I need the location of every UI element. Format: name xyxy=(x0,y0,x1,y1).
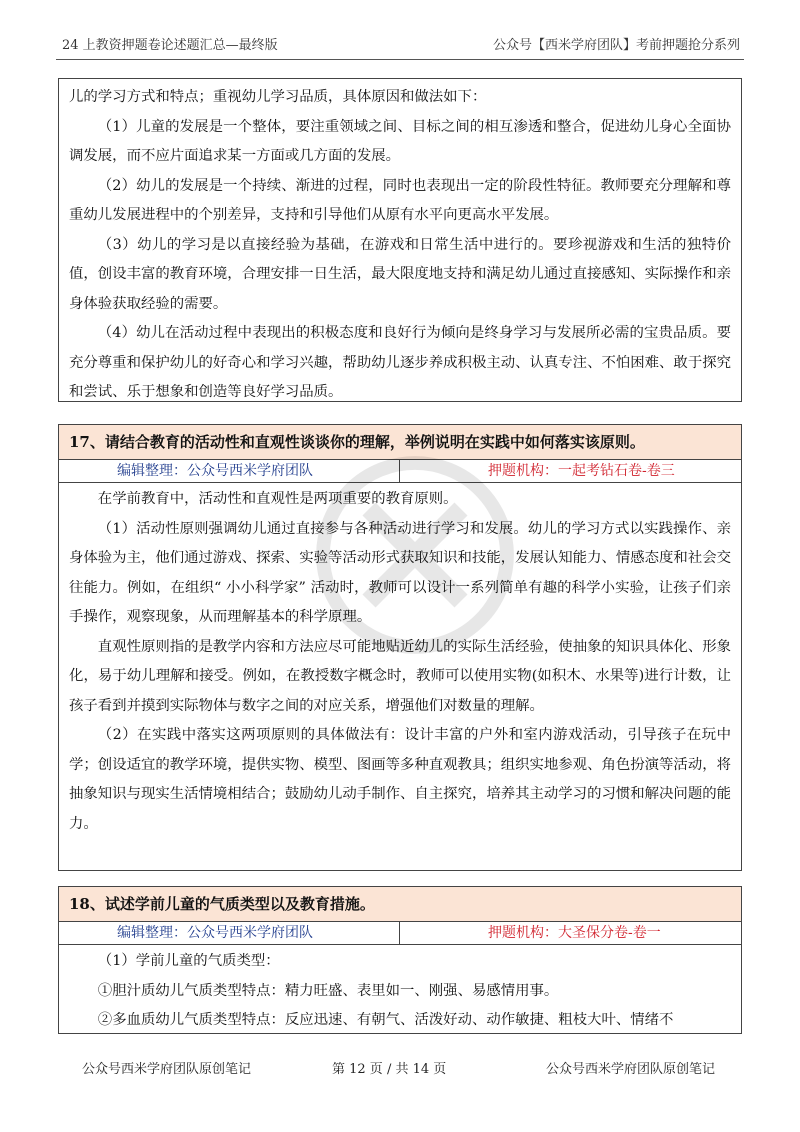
header-left: 24 上教资押题卷论述题汇总—最终版 xyxy=(62,38,278,53)
question-17-meta xyxy=(59,460,741,483)
question-18-editor: 编辑整理：公众号西米学府团队 xyxy=(59,922,400,944)
q18-para-1: ①胆汁质幼儿气质类型特点：精力旺盛、表里如一、刚强、易感情用事。 xyxy=(97,982,559,999)
question-17-box xyxy=(58,424,742,871)
question-18-box xyxy=(58,886,742,1034)
header-right: 公众号【西米学府团队】考前押题抢分系列 xyxy=(492,38,740,53)
question-18-title: 18、试述学前儿童的气质类型以及教育措施。 xyxy=(59,887,741,922)
question-18-meta xyxy=(59,922,741,945)
header-divider xyxy=(56,59,744,60)
question-17-title: 17、请结合教育的活动性和直观性谈谈你的理解，举例说明在实践中如何落实该原则。 xyxy=(59,425,741,460)
q18-para-2: ②多血质幼儿气质类型特点：反应迅速、有朝气、活泼好动、动作敏捷、粗枝大叶、情绪不 xyxy=(97,1012,674,1028)
footer-right: 公众号西米学府团队原创笔记 xyxy=(546,1062,716,1077)
footer-page-number: 第 12 页 / 共 14 页 xyxy=(332,1062,447,1077)
top-para-4: （4）幼儿在活动过程中表现出的积极态度和良好行为倾向是终身学习与发展所必需的宝贵品质。要充分尊重和保护幼儿的好奇心和学习兴趣，帮助幼儿逐步养成积极主动、认真专注、不怕困难、敢于探究和尝试、乐于想象和创造等良好学习品质。 xyxy=(69,325,731,400)
q17-para-3: （2）在实践中落实这两项原则的具体做法有：设计丰富的户外和室内游戏活动，引导孩子在玩中学；创设适宜的教学环境，提供实物、模型、图画等多种直观教具；组织实地参观、角色扮演等活动，将抽象知识与现实生活情境相结合；鼓励幼儿动手制作、自主探究，培养其主动学习的习惯和解决问题的能力。 xyxy=(69,727,731,832)
q18-para-0: （1）学前儿童的气质类型： xyxy=(97,953,280,969)
top-para-0: 儿的学习方式和特点；重视幼儿学习品质，具体原因和做法如下： xyxy=(69,89,487,105)
question-17-source: 押题机构：一起考钻石卷-卷三 xyxy=(488,463,675,479)
top-para-3: （3）幼儿的学习是以直接经验为基础，在游戏和日常生活中进行的。要珍视游戏和生活的独特价值，创设丰富的教育环境，合理安排一日生活，最大限度地支持和满足幼儿通过直接感知、实际操作和亲身体验获取经验的需要。 xyxy=(69,236,731,312)
footer-left: 公众号西米学府团队原创笔记 xyxy=(82,1062,252,1077)
top-para-2: （2）幼儿的发展是一个持续、渐进的过程，同时也表现出一定的阶段性特征。教师要充分理解和尊重幼儿发展进程中的个别差异，支持和引导他们从原有水平向更高水平发展。 xyxy=(69,177,731,223)
page-header xyxy=(56,32,744,54)
question-17-editor: 编辑整理：公众号西米学府团队 xyxy=(59,460,400,482)
q17-para-1: （1）活动性原则强调幼儿通过直接参与各种活动进行学习和发展。幼儿的学习方式以实践操作、亲身体验为主，他们通过游戏、探索、实验等活动形式获取知识和技能，发展认知能力、情感态度和社会交往能力。例如，在组织“ 小小科学家” 活动时，教师可以设计一系列简单有趣的科学小实验，让孩子们亲手操作，观察现象，从而理解基本的科学原理。 xyxy=(69,520,731,625)
q17-para-0: 在学前教育中，活动性和直观性是两项重要的教育原则。 xyxy=(97,491,458,507)
question-18-source: 押题机构：大圣保分卷-卷一 xyxy=(488,925,661,941)
top-para-1: （1）儿童的发展是一个整体，要注重领域之间、目标之间的相互渗透和整合，促进幼儿身心全面协调发展，而不应片面追求某一方面或几方面的发展。 xyxy=(69,118,731,164)
q17-para-2: 直观性原则指的是教学内容和方法应尽可能地贴近幼儿的实际生活经验，使抽象的知识具体化、形象化，易于幼儿理解和接受。例如，在教授数字概念时，教师可以使用实物(如积木、水果等)进行计数，让孩子看到并摸到实际物体与数字之间的对应关系，增强他们对数量的理解。 xyxy=(69,638,731,714)
top-section-box xyxy=(58,78,742,402)
